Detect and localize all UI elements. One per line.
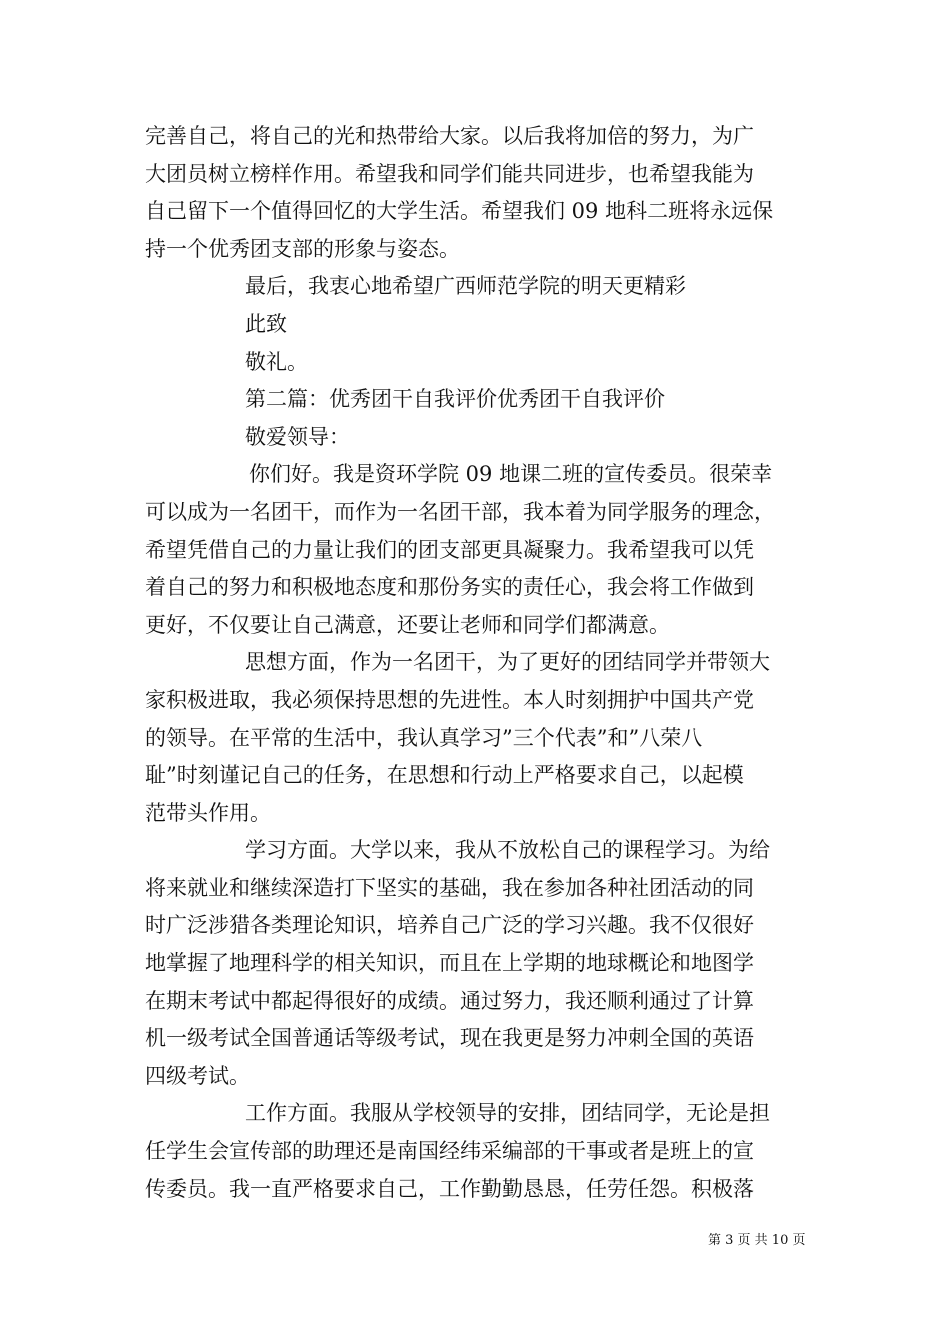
text-line: 耻”时刻谨记自己的任务，在思想和行动上严格要求自己，以起模 (145, 763, 744, 788)
text-line: 的领导。在平常的生活中，我认真学习”三个代表”和”八荣八 (145, 725, 703, 750)
section-heading: 第二篇：优秀团干自我评价优秀团干自我评价 (245, 387, 665, 412)
text-line: 希望凭借自己的力量让我们的团支部更具凝聚力。我希望我可以凭 (145, 537, 754, 562)
document-body (145, 118, 810, 1208)
text-line: 大团员树立榜样作用。希望我和同学们能共同进步，也希望我能为 (145, 161, 754, 186)
text-line: 学习方面。大学以来，我从不放松自己的课程学习。为给 (245, 838, 770, 863)
salutation-cizhi: 此致 (245, 311, 287, 336)
salutation-jingli: 敬礼。 (245, 349, 308, 374)
page-number-footer: 第 3 页 共 10 页 (708, 1233, 806, 1248)
text-line: 传委员。我一直严格要求自己，工作勤勤恳恳，任劳任怨。积极落 (145, 1176, 754, 1201)
text-line: 机一级考试全国普通话等级考试，现在我更是努力冲刺全国的英语 (145, 1026, 754, 1051)
text-line: 更好，不仅要让自己满意，还要让老师和同学们都满意。 (145, 612, 670, 637)
text-line: 地掌握了地理科学的相关知识，而且在上学期的地球概论和地图学 (145, 951, 754, 976)
text-line: 四级考试。 (145, 1063, 250, 1088)
text-line: 持一个优秀团支部的形象与姿态。 (145, 236, 460, 261)
greeting: 敬爱领导： (245, 424, 350, 449)
text-line: 工作方面。我服从学校领导的安排，团结同学，无论是担 (245, 1101, 770, 1126)
text-line: 任学生会宣传部的助理还是南国经纬采编部的干事或者是班上的宣 (145, 1139, 754, 1164)
text-line: 将来就业和继续深造打下坚实的基础，我在参加各种社团活动的同 (145, 875, 754, 900)
text-line: 你们好。我是资环学院 09 地课二班的宣传委员。很荣幸 (249, 462, 773, 487)
closing-wish: 最后，我衷心地希望广西师范学院的明天更精彩 (245, 274, 686, 299)
text-line: 着自己的努力和积极地态度和那份务实的责任心，我会将工作做到 (145, 575, 754, 600)
text-line: 范带头作用。 (145, 800, 271, 825)
text-line: 可以成为一名团干，而作为一名团干部，我本着为同学服务的理念， (145, 499, 775, 524)
text-line: 家积极进取，我必须保持思想的先进性。本人时刻拥护中国共产党 (145, 687, 754, 712)
text-line: 思想方面，作为一名团干，为了更好的团结同学并带领大 (245, 650, 770, 675)
text-line: 时广泛涉猎各类理论知识，培养自己广泛的学习兴趣。我不仅很好 (145, 913, 754, 938)
text-line: 完善自己，将自己的光和热带给大家。以后我将加倍的努力，为广 (145, 124, 754, 148)
text-line: 自己留下一个值得回忆的大学生活。希望我们 09 地科二班将永远保 (145, 199, 774, 224)
text-line: 在期末考试中都起得很好的成绩。通过努力，我还顺利通过了计算 (145, 988, 754, 1013)
